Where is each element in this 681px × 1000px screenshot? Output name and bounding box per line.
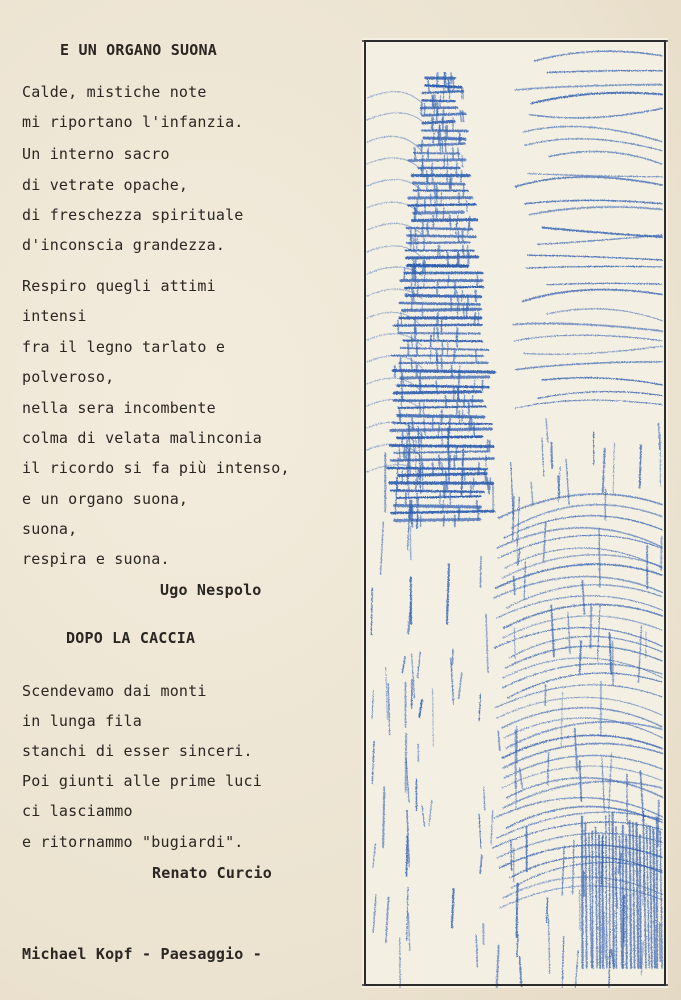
- poem2-line: e ritornammo "bugiardi".: [22, 833, 244, 851]
- print-stroke: [473, 478, 474, 489]
- print-stroke: [460, 111, 461, 122]
- print-stroke: [451, 178, 452, 189]
- print-stroke: [463, 246, 464, 257]
- print-stroke: [458, 388, 459, 399]
- print-stroke: [438, 133, 439, 144]
- print-stroke: [443, 208, 444, 219]
- print-stroke: [417, 471, 418, 482]
- poem2-line: Poi giunti alle prime luci: [22, 772, 262, 790]
- print-stroke: [393, 423, 492, 424]
- print-stroke: [409, 160, 465, 161]
- print-stroke: [456, 163, 457, 174]
- poem2-title: DOPO LA CACCIA: [66, 629, 196, 647]
- print-stroke: [599, 835, 600, 968]
- print-stroke: [602, 837, 603, 968]
- print-stroke: [417, 201, 418, 212]
- print-stroke: [459, 373, 460, 384]
- print-stroke: [398, 321, 399, 332]
- print-stroke: [599, 528, 600, 587]
- poem1-line: suona,: [22, 520, 78, 538]
- print-stroke: [462, 231, 463, 242]
- print-stroke: [400, 411, 401, 422]
- print-stroke: [435, 201, 436, 212]
- poem1-line: il ricordo si fa più intenso,: [22, 459, 290, 477]
- print-stroke: [469, 418, 470, 429]
- print-stroke: [391, 429, 492, 430]
- print-stroke: [406, 836, 407, 876]
- poem1-line: d'inconscia grandezza.: [22, 236, 226, 254]
- print-stroke: [407, 433, 408, 444]
- print-stroke: [394, 392, 480, 393]
- print-stroke: [424, 276, 425, 287]
- print-stroke: [658, 800, 659, 846]
- print-stroke: [427, 223, 428, 234]
- poem2-author: Renato Curcio: [152, 864, 272, 882]
- print-stroke: [408, 236, 476, 237]
- print-stroke: [423, 403, 424, 414]
- print-stroke: [551, 443, 552, 469]
- print-stroke: [414, 212, 463, 213]
- print-stroke: [410, 526, 411, 559]
- print-stroke: [437, 73, 438, 84]
- print-stroke: [387, 468, 487, 469]
- print-stroke: [422, 101, 455, 102]
- print-stroke: [609, 814, 610, 968]
- print-stroke: [411, 336, 412, 347]
- print-stroke: [463, 111, 464, 122]
- print-stroke: [454, 351, 455, 362]
- print-stroke: [399, 474, 486, 476]
- print-stroke: [401, 377, 489, 378]
- print-stroke: [443, 516, 444, 527]
- print-stroke: [395, 519, 480, 520]
- print-stroke: [464, 396, 465, 407]
- print-stroke: [430, 336, 431, 347]
- print-stroke: [434, 328, 435, 339]
- print-stroke: [478, 508, 479, 519]
- print-stroke: [448, 253, 449, 264]
- print-stroke: [461, 291, 462, 302]
- print-stroke: [478, 313, 479, 324]
- print-stroke: [404, 448, 405, 459]
- print-stroke: [417, 238, 418, 249]
- poem1-line: di vetrate opache,: [22, 176, 189, 194]
- poem1-line: fra il legno tarlato e: [22, 338, 226, 356]
- print-stroke: [421, 141, 422, 152]
- print-stroke: [434, 186, 435, 197]
- print-stroke: [440, 96, 441, 107]
- print-stroke: [407, 257, 478, 258]
- poem1-author: Ugo Nespolo: [160, 581, 262, 599]
- print-stroke: [416, 478, 417, 489]
- print-stroke: [511, 840, 512, 871]
- print-stroke: [415, 148, 416, 159]
- poem1-line: Un interno sacro: [22, 145, 170, 163]
- print-stroke: [456, 223, 457, 234]
- print-stroke: [452, 366, 453, 377]
- print-stroke: [477, 501, 478, 512]
- print-stroke: [443, 501, 444, 512]
- print-stroke: [411, 238, 412, 249]
- poem1-line: mi riportano l'infanzia.: [22, 113, 244, 131]
- print-stroke: [463, 306, 464, 317]
- print-stroke: [395, 506, 481, 508]
- print-stroke: [439, 456, 440, 467]
- print-stroke: [450, 456, 451, 467]
- print-stroke: [490, 478, 491, 489]
- print-stroke: [412, 298, 413, 309]
- print-stroke: [404, 268, 405, 279]
- print-stroke: [399, 448, 400, 459]
- print-stroke: [407, 242, 470, 243]
- print-stroke: [427, 178, 428, 189]
- print-stroke: [474, 313, 475, 324]
- print-stroke: [469, 216, 470, 227]
- poem2-line: stanchi di esser sinceri.: [22, 742, 253, 760]
- print-stroke: [407, 228, 472, 229]
- poem2-line: in lunga fila: [22, 712, 142, 730]
- print-stroke: [391, 491, 483, 492]
- print-stroke: [394, 325, 482, 326]
- print-stroke: [445, 486, 446, 497]
- print-stroke: [437, 111, 438, 122]
- print-stroke: [613, 813, 614, 968]
- print-stroke: [660, 923, 661, 961]
- print-stroke: [408, 266, 468, 267]
- print-stroke: [412, 220, 476, 221]
- poem1-line: Calde, mistiche note: [22, 83, 207, 101]
- print-stroke: [428, 81, 429, 92]
- print-stroke: [592, 831, 593, 968]
- print-stroke: [421, 163, 422, 174]
- print-stroke: [441, 321, 442, 332]
- landscape-print-svg: [362, 38, 668, 988]
- poem2-line: Scendevamo dai monti: [22, 682, 207, 700]
- print-stroke: [476, 351, 477, 362]
- print-stroke: [463, 186, 464, 197]
- print-stroke: [442, 463, 443, 474]
- poem1-line: di freschezza spirituale: [22, 206, 244, 224]
- print-stroke: [582, 817, 583, 968]
- print-stroke: [441, 358, 442, 369]
- print-stroke: [480, 557, 481, 587]
- print-stroke: [436, 381, 437, 392]
- poem1-line: polveroso,: [22, 368, 115, 386]
- print-stroke: [437, 358, 438, 369]
- print-stroke: [489, 441, 490, 452]
- print-stroke: [437, 328, 438, 339]
- print-stroke: [453, 148, 454, 159]
- print-stroke: [436, 208, 437, 219]
- print-stroke: [406, 448, 407, 459]
- artwork-caption: Michael Kopf - Paesaggio -: [22, 945, 262, 963]
- print-stroke: [417, 283, 418, 294]
- poem1-line: e un organo suona,: [22, 490, 189, 508]
- print-stroke: [393, 371, 494, 373]
- print-stroke: [421, 103, 422, 114]
- print-stroke: [401, 313, 402, 324]
- print-stroke: [445, 396, 446, 407]
- print-stroke: [462, 411, 463, 422]
- print-stroke: [449, 88, 450, 99]
- poem1-line: respira e suona.: [22, 550, 170, 568]
- print-stroke: [425, 86, 461, 88]
- print-stroke: [405, 287, 483, 288]
- print-stroke: [482, 381, 483, 392]
- print-stroke: [461, 171, 462, 182]
- print-stroke: [423, 261, 424, 272]
- print-stroke: [403, 309, 481, 310]
- poem1-line: Respiro quegli attimi: [22, 277, 216, 295]
- poem2-line: ci lasciammo: [22, 802, 133, 820]
- print-stroke: [432, 118, 433, 129]
- poem1-line: intensi: [22, 307, 87, 325]
- print-stroke: [402, 433, 403, 444]
- print-stroke: [450, 216, 451, 227]
- print-stroke: [398, 437, 482, 438]
- print-stroke: [423, 122, 454, 123]
- print-stroke: [640, 835, 641, 968]
- print-stroke: [383, 787, 384, 847]
- print-stroke: [442, 118, 443, 129]
- landscape-print: [362, 38, 668, 988]
- poem1-line: colma di velata malinconia: [22, 429, 262, 447]
- print-stroke: [591, 604, 592, 648]
- poem1-line: nella sera incombente: [22, 399, 216, 417]
- poem1-title: E UN ORGANO SUONA: [60, 41, 217, 59]
- print-stroke: [437, 283, 438, 294]
- print-stroke: [447, 343, 448, 354]
- print-stroke: [409, 204, 476, 205]
- print-stroke: [413, 183, 464, 184]
- print-stroke: [458, 148, 459, 159]
- print-stroke: [459, 508, 460, 519]
- print-stroke: [433, 133, 434, 144]
- print-stroke: [441, 193, 442, 204]
- print-stroke: [371, 588, 372, 635]
